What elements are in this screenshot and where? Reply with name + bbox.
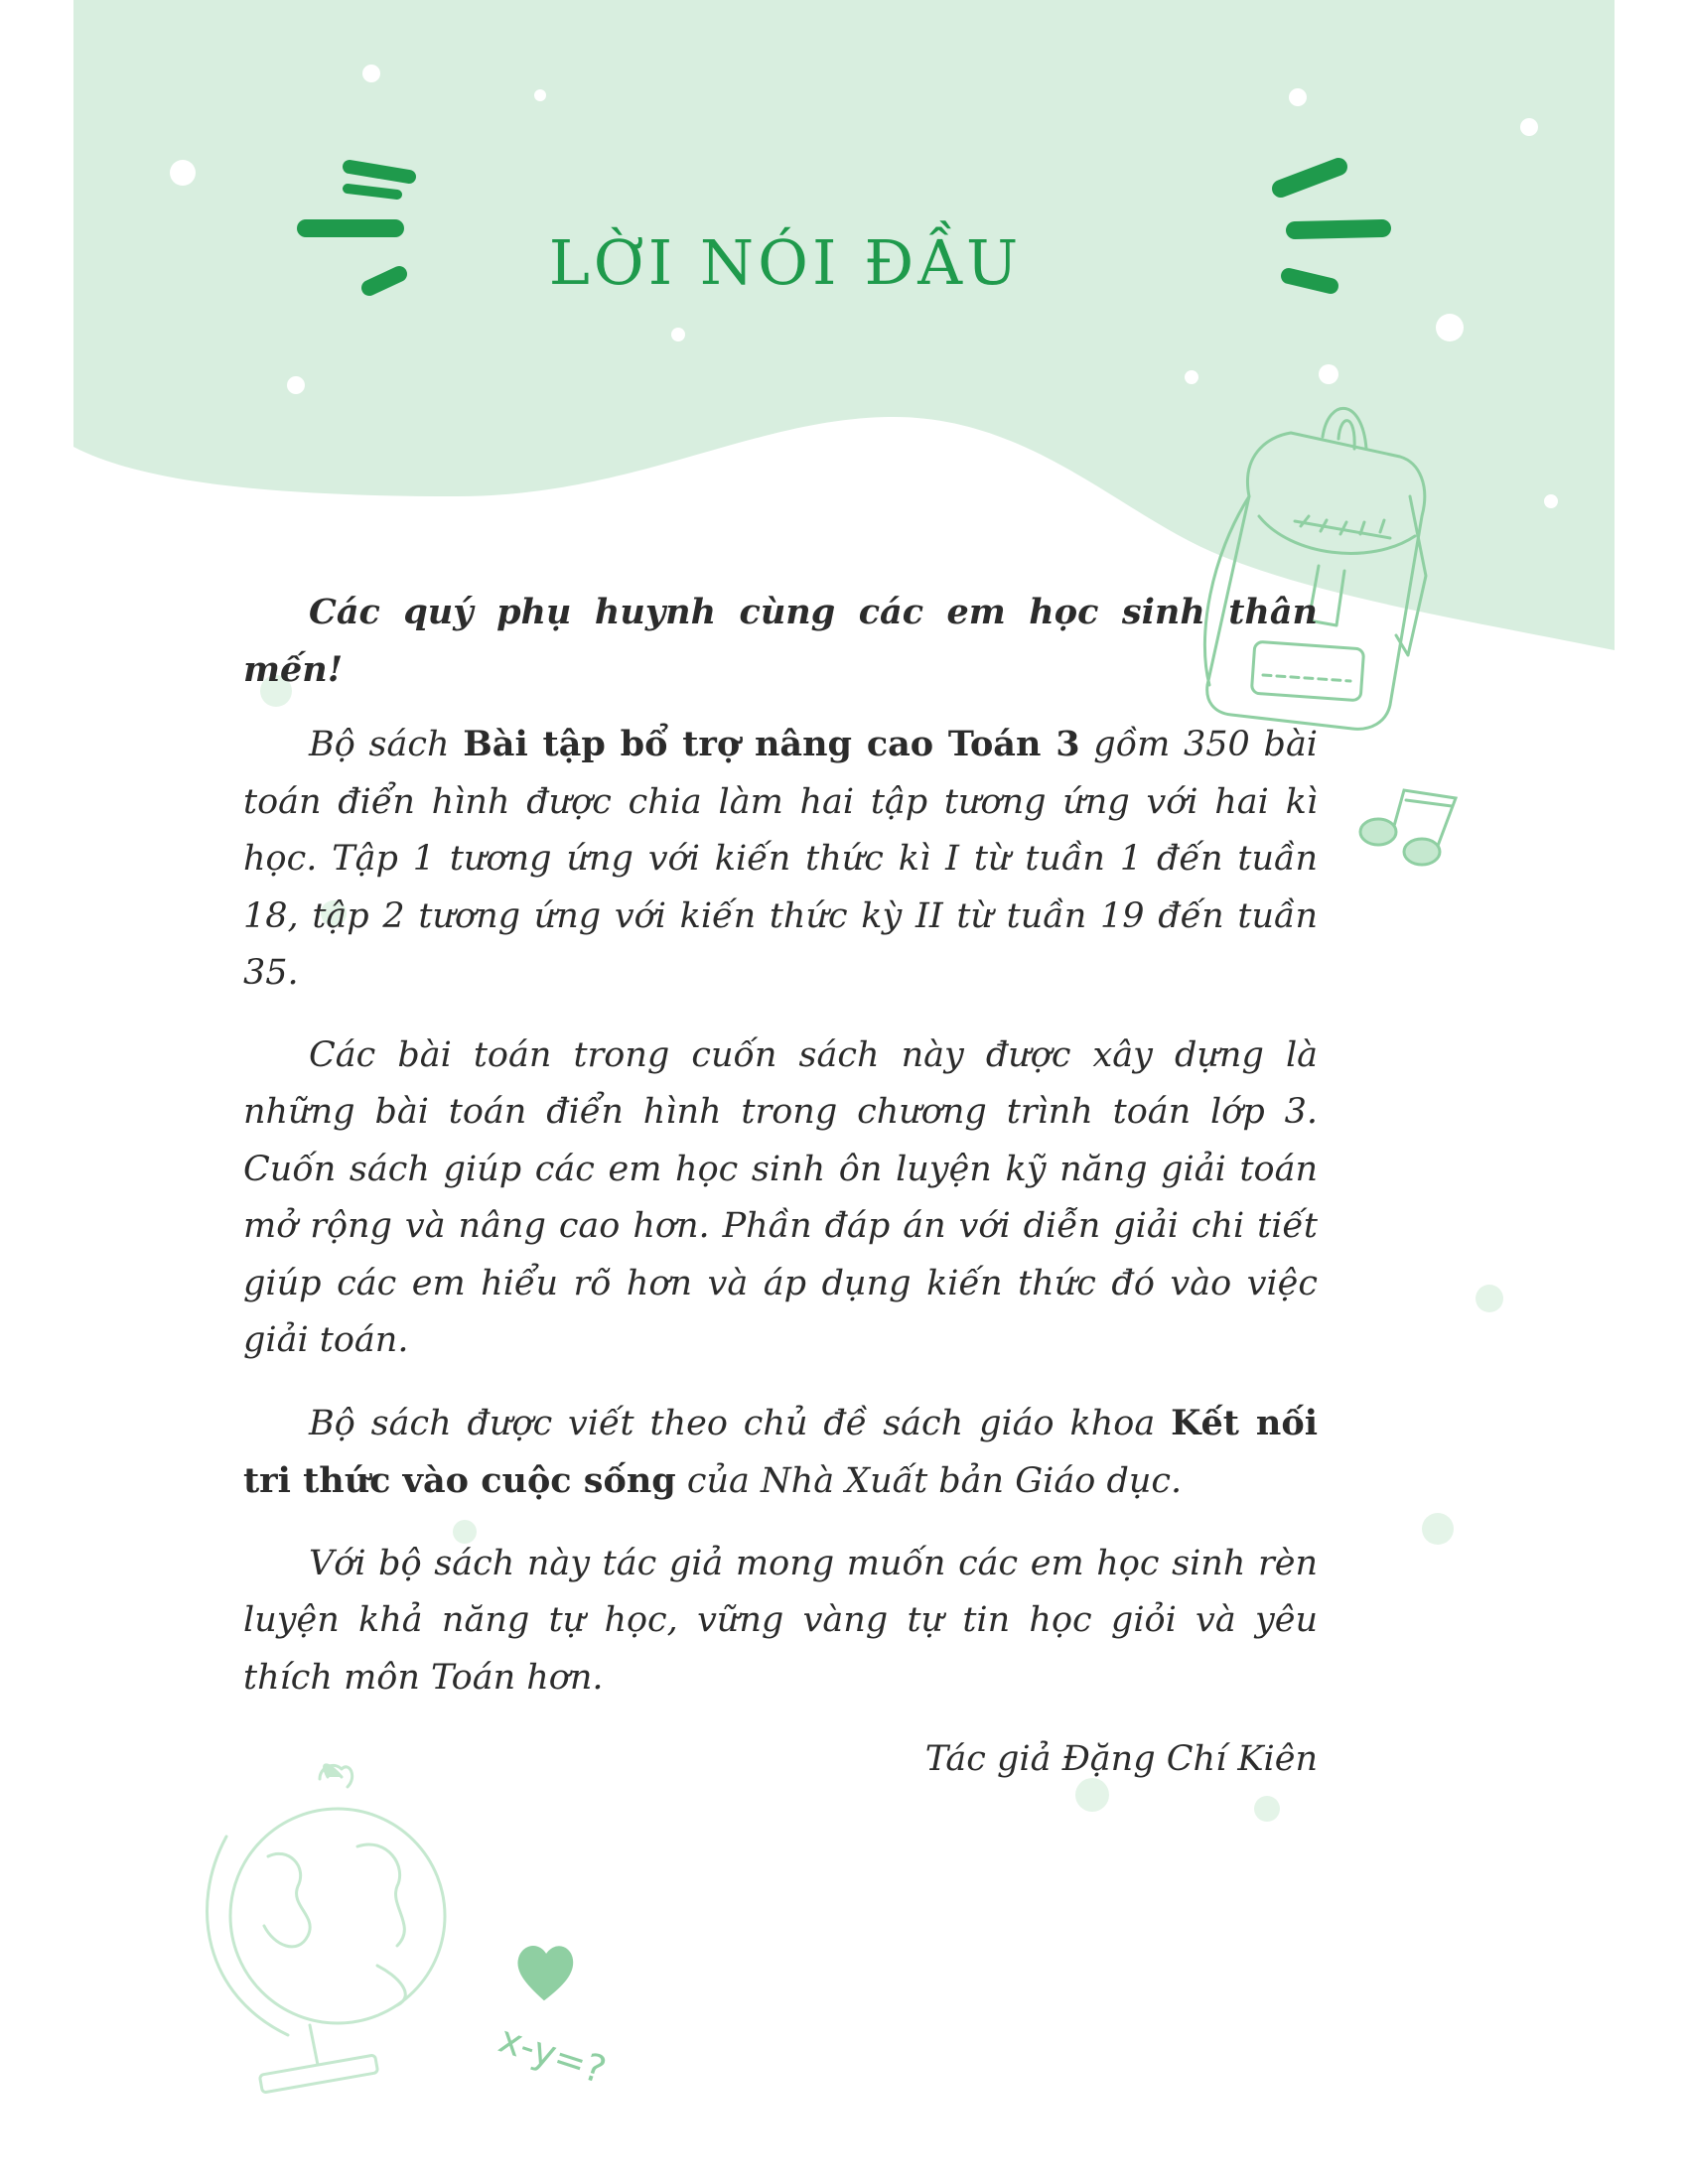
- letter-body: [243, 584, 1318, 1814]
- textbook-series-bold: Kết nối tri thức vào cuộc sống: [243, 1402, 1318, 1501]
- paragraph-3-pre: Bộ sách được viết theo chủ đề sách giáo khoa: [309, 1403, 1172, 1443]
- equation-doodle: x-y=?: [493, 2016, 612, 2093]
- globe-icon: [208, 1765, 445, 2093]
- page-title: LỜI NÓI ĐẦU: [548, 226, 1023, 299]
- letter-greeting: Các quý phụ huynh cùng các em học sinh thân mến!: [243, 592, 1318, 690]
- paragraph-3-post: của Nhà Xuất bản Giáo dục.: [675, 1461, 1183, 1501]
- paragraph-3: [243, 1395, 1318, 1511]
- heart-icon: [518, 1947, 572, 1999]
- paragraph-2: Các bài toán trong cuốn sách này được xây dựng là những bài toán điển hình trong chương trình toán lớp 3. Cuốn sách giúp các em học sinh ôn luyện kỹ năng giải toán mở rộng và nâng cao hơn. Phần đáp án với diễn giải chi tiết giúp các em hiểu rõ hơn và áp dụng kiến thức đó vào việc giải toán.: [243, 1034, 1318, 1360]
- music-note-icon: [1360, 790, 1456, 865]
- header-wave: [73, 0, 1615, 650]
- paragraph-4: Với bộ sách này tác giả mong muốn các em học sinh rèn luyện khả năng tự học, vững vàng tự tin học giỏi và yêu thích môn Toán hơn.: [243, 1543, 1318, 1698]
- author-signature: Tác giả Đặng Chí Kiên: [924, 1739, 1318, 1779]
- paragraph-1: [243, 716, 1318, 1003]
- paragraph-1-pre: Bộ sách: [309, 725, 464, 764]
- paragraph-1-post: gồm 350 bài toán điển hình được chia làm hai tập tương ứng với hai kì học. Tập 1 tương ứng với kiến thức kì I từ tuần 1 đến tuần 18, tập 2 tương ứng với kiến thức kỳ II từ tuần 19 đến tuần 35.: [243, 725, 1319, 993]
- book-title-bold: Bài tập bổ trợ nâng cao Toán 3: [463, 724, 1080, 764]
